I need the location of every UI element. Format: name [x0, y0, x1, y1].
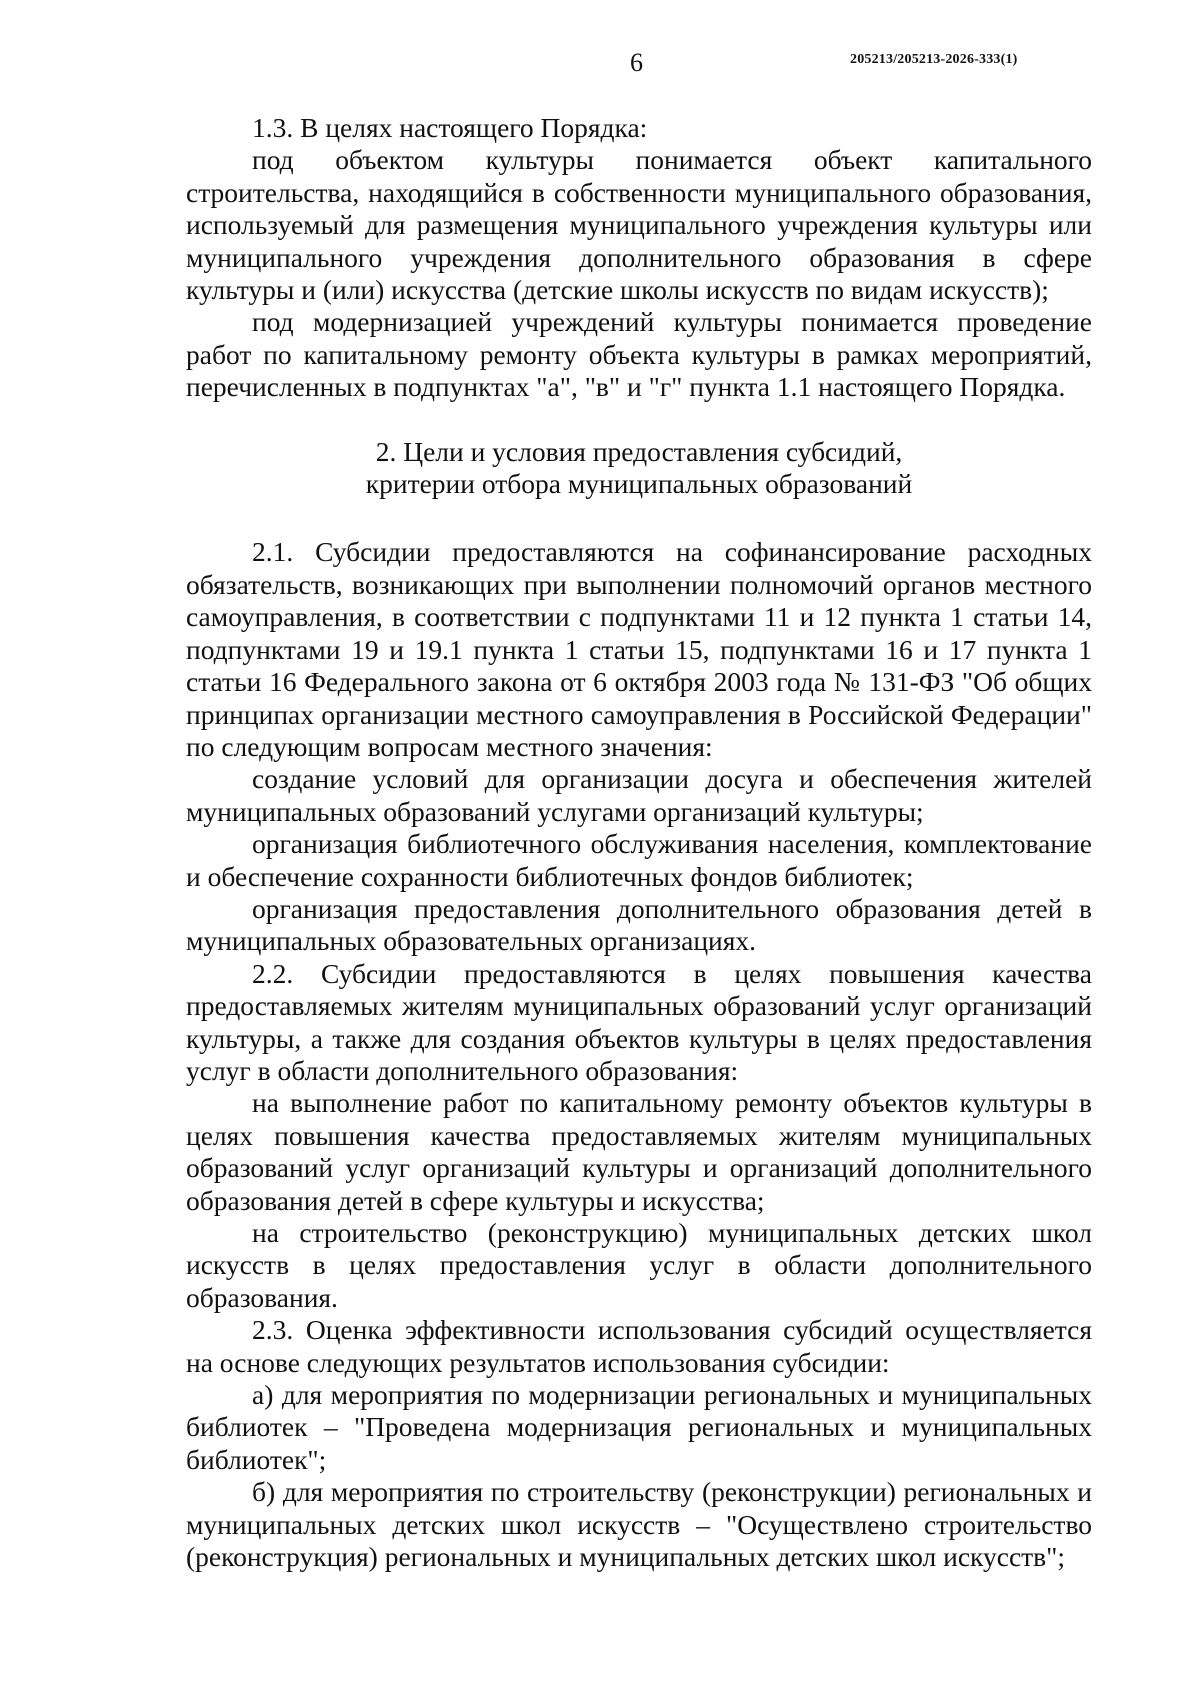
paragraph-1-3: 1.3. В целях настоящего Порядка:: [252, 112, 648, 143]
paragraph-item-b: б) для мероприятия по строительству (реконструкции) региональных и муниципальных детских школ искусств – "Осуществлено строительство (реконструкция) региональных и муниципальных детских школ искусств";: [186, 1476, 1092, 1573]
paragraph-culture-object: под объектом культуры понимается объект капитального строительства, находящийся в собственности муниципального образования, используемый для размещения муниципального учреждения культуры или муниципального учреждения дополнительного образования в сфере культуры и (или) искусства (детские школы искусств по видам искусств);: [186, 144, 1092, 306]
page-number: 6: [630, 48, 643, 77]
paragraph-construction: на строительство (реконструкцию) муниципальных детских школ искусств в целях предоставления услуг в области дополнительного образования.: [186, 1217, 1092, 1313]
paragraph-leisure: создание условий для организации досуга и обеспечения жителей муниципальных образований услугами организаций культуры;: [186, 763, 1092, 827]
paragraph-2-2: 2.2. Субсидии предоставляются в целях повышения качества предоставляемых жителям муниципальных образований услуг организаций культуры, а также для создания объектов культуры в целях предоставления услуг в области дополнительного образования:: [186, 957, 1092, 1086]
section-heading: [186, 436, 1092, 501]
paragraph-additional-education: организация предоставления дополнительного образования детей в муниципальных образовательных организациях.: [186, 892, 1092, 957]
section-heading-line-1: 2. Цели и условия предоставления субсидий,: [375, 435, 903, 467]
document-code: 205213/205213-2026-333(1): [850, 52, 1018, 67]
paragraph-2-1: 2.1. Субсидии предоставляются на софинансирование расходных обязательств, возникающих при выполнении полномочий органов местного самоуправления, в соответствии с подпунктами 11 и 12 пункта 1 статьи 14, подпунктами 19 и 19.1 пункта 1 статьи 15, подпунктами 16 и 17 пункта 1 статьи 16 Федерального закона от 6 октября 2003 года № 131-ФЗ "Об общих принципах организации местного самоуправления в Российской Федерации" по следующим вопросам местного значения:: [186, 536, 1092, 762]
paragraph-modernization: под модернизацией учреждений культуры понимается проведение работ по капитальному ремонту объекта культуры в рамках мероприятий, перечисленных в подпунктах "а", "в" и "г" пункта 1.1 настоящего Порядка.: [186, 306, 1092, 403]
paragraph-capital-repair: на выполнение работ по капитальному ремонту объектов культуры в целях повышения качества предоставляемых жителям муниципальных образований услуг организаций культуры и организаций дополнительного образования детей в сфере культуры и искусства;: [186, 1087, 1092, 1216]
document-body: [186, 112, 1092, 1573]
paragraph-2-3: 2.3. Оценка эффективности использования субсидий осуществляется на основе следующих результатов использования субсидии:: [186, 1314, 1092, 1378]
paragraph-library-service: организация библиотечного обслуживания населения, комплектование и обеспечение сохранности библиотечных фондов библиотек;: [186, 828, 1092, 892]
paragraph-item-a: а) для мероприятия по модернизации региональных и муниципальных библиотек – "Проведена модернизация региональных и муниципальных библиотек";: [186, 1379, 1092, 1475]
section-heading-line-2: критерии отбора муниципальных образований: [365, 468, 913, 500]
